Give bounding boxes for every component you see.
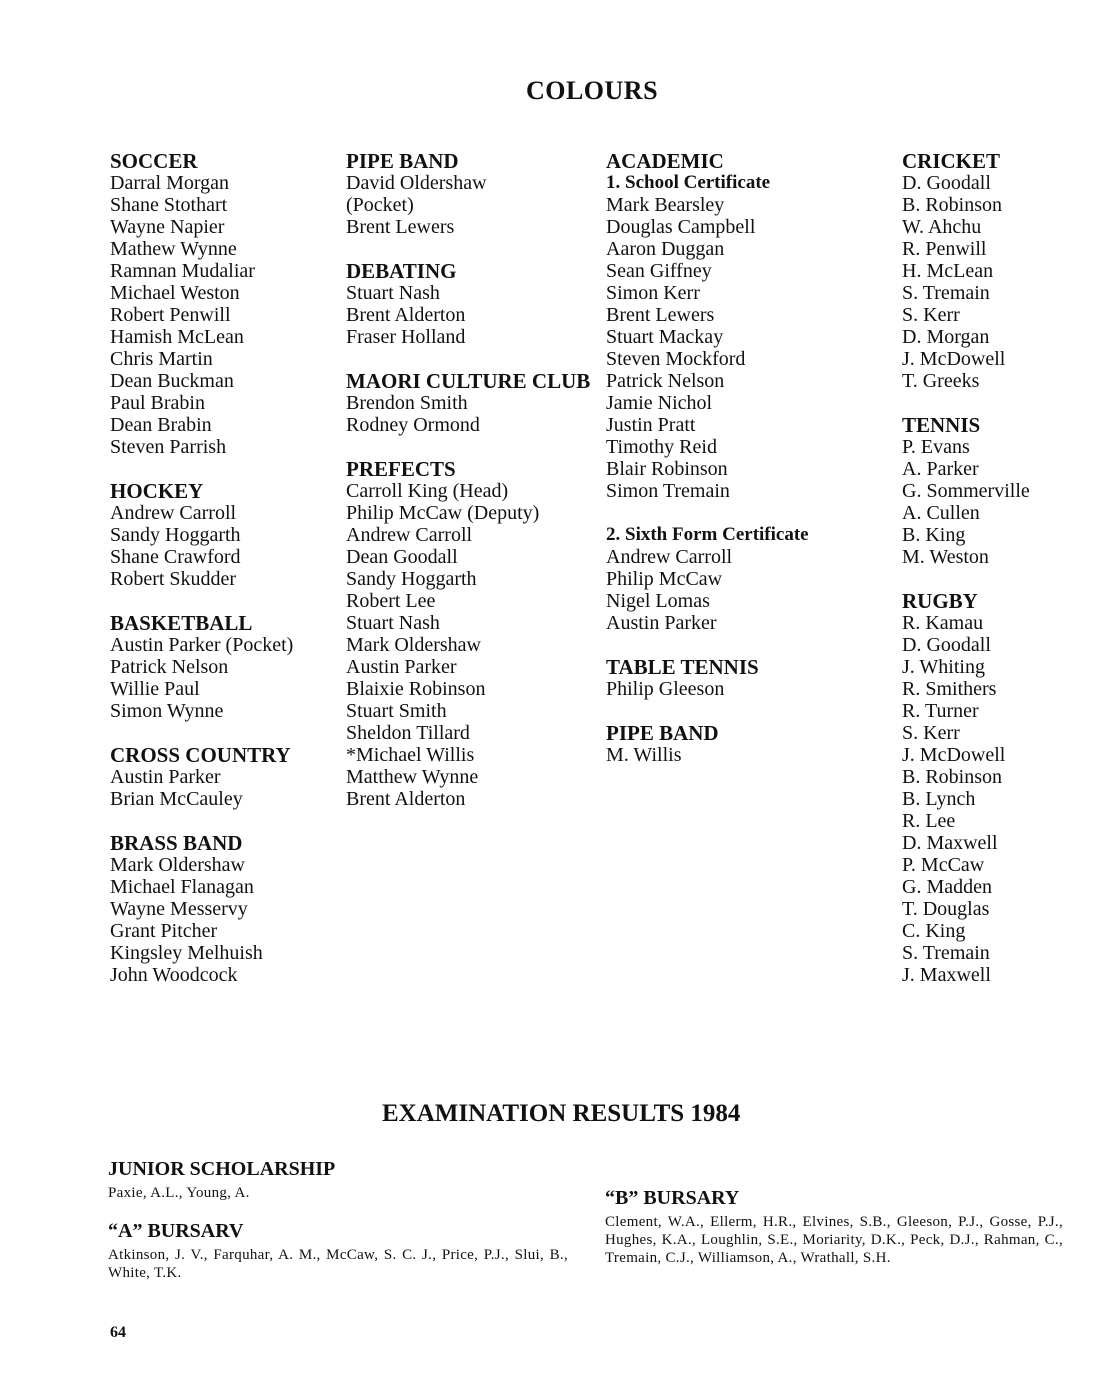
colours-section — [902, 414, 1082, 568]
name-entry: Sheldon Tillard — [346, 722, 470, 744]
name-entry: Aaron Duggan — [606, 238, 725, 260]
colours-section — [346, 458, 596, 810]
section-heading: PIPE BAND — [606, 721, 719, 745]
name-entry: Chris Martin — [110, 348, 213, 370]
section-heading: PREFECTS — [346, 457, 456, 481]
name-entry: C. King — [902, 920, 966, 942]
colours-section — [110, 612, 340, 722]
name-entry: Douglas Campbell — [606, 216, 756, 238]
name-entry: Mark Oldershaw — [346, 634, 481, 656]
page-number: 64 — [110, 1324, 126, 1341]
name-entry: Rodney Ormond — [346, 414, 480, 436]
name-entry: Brent Lewers — [606, 304, 715, 326]
section-heading: TENNIS — [902, 413, 981, 437]
colours-section — [606, 524, 876, 634]
name-entry: Dean Goodall — [346, 546, 458, 568]
name-entry: D. Maxwell — [902, 832, 998, 854]
name-entry: Austin Parker — [606, 612, 717, 634]
name-entry: Justin Pratt — [606, 414, 696, 436]
section-heading: TABLE TENNIS — [606, 655, 759, 679]
colours-section — [110, 150, 340, 458]
colours-section — [110, 832, 340, 986]
section-heading: SOCCER — [110, 149, 198, 173]
name-entry: P. McCaw — [902, 854, 985, 876]
name-entry: R. Penwill — [902, 238, 987, 260]
section-heading: ACADEMIC — [606, 149, 724, 173]
name-entry: Wayne Messervy — [110, 898, 248, 920]
name-entry: J. Maxwell — [902, 964, 991, 986]
name-entry: Steven Mockford — [606, 348, 746, 370]
name-entry: B. Lynch — [902, 788, 976, 810]
b-bursary-names: Clement, W.A., Ellerm, H.R., Elvines, S.B., Gleeson, P.J., Gosse, P.J., Hughes, K.A., Loughlin, S.E., Moriarity, D.K., Peck, D.J., Rahman, C., Tremain, C.J., Williamson, A., Wrathall, S.H. — [605, 1214, 1063, 1266]
name-entry: Ramnan Mudaliar — [110, 260, 255, 282]
name-entry: Dean Buckman — [110, 370, 234, 392]
name-entry: Darral Morgan — [110, 172, 230, 194]
name-entry: Michael Flanagan — [110, 876, 254, 898]
name-entry: Willie Paul — [110, 678, 200, 700]
junior-scholarship-title: JUNIOR SCHOLARSHIP — [108, 1158, 336, 1180]
name-entry: Shane Crawford — [110, 546, 241, 568]
name-entry: Philip McCaw (Deputy) — [346, 502, 540, 524]
name-entry: P. Evans — [902, 436, 970, 458]
name-entry: G. Sommerville — [902, 480, 1030, 502]
name-entry: Matthew Wynne — [346, 766, 479, 788]
colours-column-2 — [346, 150, 596, 832]
name-entry: A. Cullen — [902, 502, 980, 524]
name-entry: T. Douglas — [902, 898, 990, 920]
name-entry: Austin Parker — [110, 766, 221, 788]
a-bursary-names: Atkinson, J. V., Farquhar, A. M., McCaw, S. C. J., Price, P.J., Slui, B., White, T.K. — [108, 1247, 568, 1281]
name-entry: Simon Kerr — [606, 282, 700, 304]
colours-section — [346, 260, 596, 348]
name-entry: T. Greeks — [902, 370, 980, 392]
name-entry: S. Tremain — [902, 282, 990, 304]
name-entry: (Pocket) — [346, 194, 414, 216]
name-entry: H. McLean — [902, 260, 994, 282]
name-entry: Shane Stothart — [110, 194, 228, 216]
name-entry: M. Willis — [606, 744, 682, 766]
name-entry: M. Weston — [902, 546, 989, 568]
section-subheading: 1. School Certificate — [606, 172, 771, 193]
name-entry: D. Goodall — [902, 634, 991, 656]
colours-column-4 — [902, 150, 1082, 1008]
name-entry: W. Ahchu — [902, 216, 982, 238]
colours-section — [606, 722, 876, 766]
name-entry: Brent Alderton — [346, 304, 466, 326]
name-entry: Mathew Wynne — [110, 238, 237, 260]
name-entry: David Oldershaw — [346, 172, 487, 194]
name-entry: J. McDowell — [902, 348, 1006, 370]
section-heading: BRASS BAND — [110, 831, 243, 855]
name-entry: Steven Parrish — [110, 436, 227, 458]
name-entry: Sean Giffney — [606, 260, 712, 282]
name-entry: Sandy Hoggarth — [110, 524, 241, 546]
name-entry: J. Whiting — [902, 656, 985, 678]
junior-scholarship-section — [108, 1158, 578, 1202]
name-entry: G. Madden — [902, 876, 992, 898]
name-entry: Philip Gleeson — [606, 678, 725, 700]
name-entry: Blair Robinson — [606, 458, 728, 480]
colours-section — [606, 656, 876, 700]
name-entry: Blaixie Robinson — [346, 678, 486, 700]
name-entry: Robert Lee — [346, 590, 436, 612]
name-entry: S. Kerr — [902, 722, 960, 744]
name-entry: Simon Tremain — [606, 480, 730, 502]
name-entry: D. Goodall — [902, 172, 991, 194]
name-entry: Andrew Carroll — [110, 502, 237, 524]
name-entry: Timothy Reid — [606, 436, 717, 458]
name-entry: Robert Skudder — [110, 568, 237, 590]
section-heading: RUGBY — [902, 589, 978, 613]
name-entry: Hamish McLean — [110, 326, 244, 348]
name-entry: Brendon Smith — [346, 392, 468, 414]
section-heading: CROSS COUNTRY — [110, 743, 291, 767]
name-entry: Dean Brabin — [110, 414, 212, 436]
name-entry: Stuart Smith — [346, 700, 447, 722]
name-entry: John Woodcock — [110, 964, 238, 986]
name-entry: Andrew Carroll — [346, 524, 473, 546]
name-entry: Robert Penwill — [110, 304, 231, 326]
name-entry: Austin Parker (Pocket) — [110, 634, 294, 656]
colours-section — [110, 744, 340, 810]
name-entry: Simon Wynne — [110, 700, 224, 722]
name-entry: J. McDowell — [902, 744, 1006, 766]
name-entry: Jamie Nichol — [606, 392, 713, 414]
name-entry: B. Robinson — [902, 194, 1003, 216]
name-entry: S. Tremain — [902, 942, 990, 964]
name-entry: Carroll King (Head) — [346, 480, 509, 502]
name-entry: Nigel Lomas — [606, 590, 710, 612]
name-entry: *Michael Willis — [346, 744, 475, 766]
section-subheading: 2. Sixth Form Certificate — [606, 524, 809, 545]
name-entry: Brent Lewers — [346, 216, 455, 238]
name-entry: D. Morgan — [902, 326, 990, 348]
section-heading: BASKETBALL — [110, 611, 253, 635]
colours-section — [110, 480, 340, 590]
page-title: COLOURS — [525, 76, 659, 105]
name-entry: Stuart Nash — [346, 282, 440, 304]
name-entry: Paul Brabin — [110, 392, 205, 414]
name-entry: Brian McCauley — [110, 788, 243, 810]
name-entry: Mark Bearsley — [606, 194, 725, 216]
name-entry: Wayne Napier — [110, 216, 225, 238]
name-entry: B. Robinson — [902, 766, 1003, 788]
colours-section — [902, 590, 1082, 986]
name-entry: R. Smithers — [902, 678, 997, 700]
name-entry: Stuart Mackay — [606, 326, 724, 348]
name-entry: Michael Weston — [110, 282, 240, 304]
name-entry: Fraser Holland — [346, 326, 466, 348]
colours-column-3 — [606, 150, 876, 788]
name-entry: Sandy Hoggarth — [346, 568, 477, 590]
section-heading: HOCKEY — [110, 479, 204, 503]
colours-column-1 — [110, 150, 340, 1008]
colours-section — [346, 150, 596, 238]
section-heading: PIPE BAND — [346, 149, 459, 173]
name-entry: Patrick Nelson — [110, 656, 229, 678]
junior-scholarship-names: Paxie, A.L., Young, A. — [108, 1185, 250, 1201]
name-entry: Brent Alderton — [346, 788, 466, 810]
a-bursary-title: “A” BURSARV — [108, 1220, 244, 1242]
name-entry: Philip McCaw — [606, 568, 723, 590]
exam-title: EXAMINATION RESULTS 1984 — [382, 1100, 741, 1127]
section-heading: MAORI CULTURE CLUB — [346, 369, 591, 393]
name-entry: A. Parker — [902, 458, 979, 480]
a-bursary-section — [108, 1220, 568, 1282]
section-heading: CRICKET — [902, 149, 1001, 173]
name-entry: Mark Oldershaw — [110, 854, 245, 876]
name-entry: R. Kamau — [902, 612, 984, 634]
colours-section — [606, 150, 876, 502]
name-entry: B. King — [902, 524, 966, 546]
b-bursary-section — [605, 1187, 1063, 1267]
section-heading: DEBATING — [346, 259, 457, 283]
colours-section — [902, 150, 1082, 392]
name-entry: S. Kerr — [902, 304, 960, 326]
name-entry: R. Turner — [902, 700, 979, 722]
name-entry: R. Lee — [902, 810, 956, 832]
b-bursary-title: “B” BURSARY — [605, 1187, 740, 1209]
name-entry: Stuart Nash — [346, 612, 440, 634]
colours-section — [346, 370, 596, 436]
name-entry: Grant Pitcher — [110, 920, 218, 942]
name-entry: Patrick Nelson — [606, 370, 725, 392]
name-entry: Austin Parker — [346, 656, 457, 678]
name-entry: Andrew Carroll — [606, 546, 733, 568]
name-entry: Kingsley Melhuish — [110, 942, 263, 964]
